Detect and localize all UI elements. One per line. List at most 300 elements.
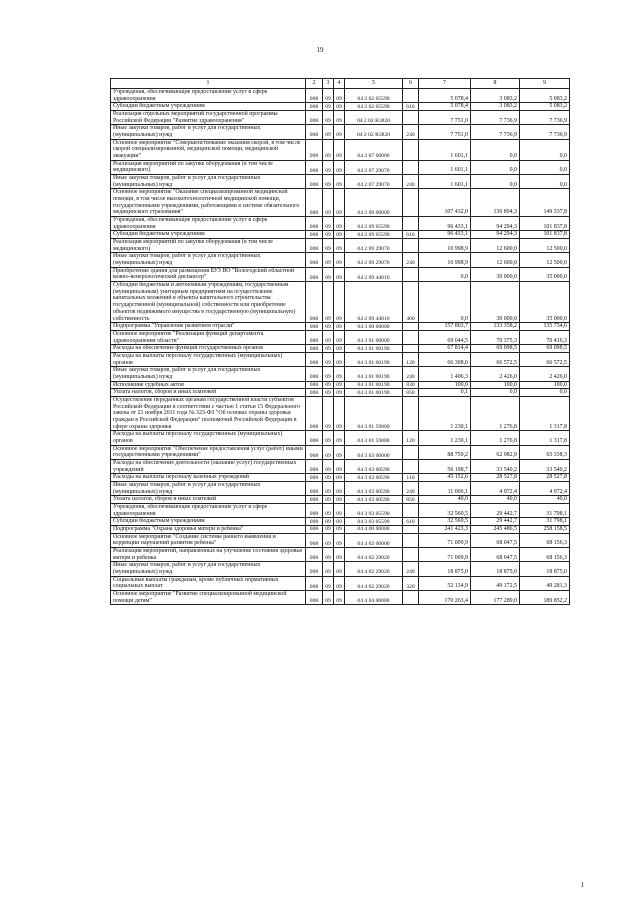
expense-type-code: 240: [403, 367, 419, 381]
section-code: 09: [323, 160, 334, 174]
amount-year-2: 62 982,9: [471, 445, 520, 459]
section-code: 09: [323, 548, 334, 562]
amount-year-3: 66 572,5: [520, 352, 570, 366]
amount-year-1: 5 078,4: [419, 103, 471, 111]
amount-year-3: 5 083,2: [520, 103, 570, 111]
column-header-8: 8: [471, 79, 520, 89]
table-row: [111, 345, 570, 353]
ministry-code: 008: [306, 175, 323, 189]
amount-year-3: 101 837,8: [520, 231, 570, 239]
ministry-code: 008: [306, 139, 323, 160]
section-code: 09: [323, 103, 334, 111]
section-code: 09: [323, 562, 334, 576]
ministry-code: 008: [306, 111, 323, 125]
amount-year-2: 18 875,0: [471, 562, 520, 576]
target-article-code: 04 3 03 00590: [345, 481, 403, 495]
row-name: Реализация мероприятий по закупке оборудования (в том числе медицинского): [111, 239, 306, 253]
column-header-1: 1: [111, 79, 306, 89]
amount-year-1: 71 009,9: [419, 533, 471, 547]
expense-type-code: 240: [403, 481, 419, 495]
section-code: 09: [323, 496, 334, 504]
subsection-code: 09: [334, 330, 345, 344]
section-code: 09: [323, 459, 334, 473]
subsection-code: 09: [334, 139, 345, 160]
amount-year-3: 0,0: [520, 139, 570, 160]
section-code: 09: [323, 474, 334, 482]
amount-year-3: 7 736,9: [520, 125, 570, 139]
ministry-code: 008: [306, 282, 323, 323]
ministry-code: 008: [306, 381, 323, 389]
target-article-code: 04 2 09 44010: [345, 282, 403, 323]
amount-year-1: 11 006,1: [419, 481, 471, 495]
amount-year-2: 68 047,5: [471, 533, 520, 547]
amount-year-2: 30 000,0: [471, 267, 520, 281]
amount-year-2: 12 600,0: [471, 239, 520, 253]
subsection-code: 09: [334, 239, 345, 253]
section-code: 09: [323, 125, 334, 139]
ministry-code: 008: [306, 89, 323, 103]
row-name: Основное мероприятие "Развитие специализированной медицинской помощи детям": [111, 591, 306, 605]
expense-type-code: 110: [403, 474, 419, 482]
ministry-code: 008: [306, 562, 323, 576]
subsection-code: 09: [334, 367, 345, 381]
amount-year-3: 68 156,3: [520, 548, 570, 562]
amount-year-1: 71 009,9: [419, 548, 471, 562]
row-name: Расходы на выплаты персоналу государственных (муниципальных) органов: [111, 352, 306, 366]
ministry-code: 008: [306, 330, 323, 344]
table-row: [111, 139, 570, 160]
amount-year-1: 32 560,5: [419, 518, 471, 526]
ministry-code: 008: [306, 548, 323, 562]
subsection-code: 09: [334, 175, 345, 189]
ministry-code: 008: [306, 239, 323, 253]
amount-year-3: 69 098,5: [520, 345, 570, 353]
target-article-code: 04 3 03 00000: [345, 445, 403, 459]
amount-year-2: 0,0: [471, 175, 520, 189]
expense-type-code: [403, 323, 419, 331]
ministry-code: 008: [306, 533, 323, 547]
row-name: Учреждения, обеспечивающие предоставление услуг в сфере здравоохранения: [111, 503, 306, 517]
subsection-code: 09: [334, 89, 345, 103]
row-name: Иные закупки товаров, работ и услуг для государственных (муниципальных) нужд: [111, 367, 306, 381]
target-article-code: 04 2 02 R3820: [345, 125, 403, 139]
amount-year-1: 67 814,4: [419, 345, 471, 353]
amount-year-2: 94 294,3: [471, 231, 520, 239]
subsection-code: 09: [334, 431, 345, 445]
amount-year-2: 3 083,2: [471, 89, 520, 103]
amount-year-1: 88 759,2: [419, 445, 471, 459]
target-article-code: 04 3 03 05590: [345, 518, 403, 526]
row-name: Иные закупки товаров, работ и услуг для государственных (муниципальных) нужд: [111, 562, 306, 576]
section-code: 09: [323, 481, 334, 495]
subsection-code: 09: [334, 525, 345, 533]
subsection-code: 09: [334, 459, 345, 473]
row-name: Иные закупки товаров, работ и услуг для государственных (муниципальных) нужд: [111, 175, 306, 189]
amount-year-1: 18 875,0: [419, 562, 471, 576]
amount-year-1: 1 230,1: [419, 396, 471, 430]
ministry-code: 008: [306, 389, 323, 397]
target-article-code: 04 3 03 00590: [345, 474, 403, 482]
subsection-code: 09: [334, 267, 345, 281]
amount-year-2: 28 527,8: [471, 474, 520, 482]
amount-year-2: 3 083,2: [471, 103, 520, 111]
row-name: Уплата налогов, сборов и иных платежей: [111, 389, 306, 397]
amount-year-2: 94 294,3: [471, 217, 520, 231]
ministry-code: 008: [306, 231, 323, 239]
amount-year-3: 5 083,2: [520, 89, 570, 103]
section-code: 09: [323, 352, 334, 366]
column-header-6: 6: [403, 79, 419, 89]
table-row: [111, 282, 570, 323]
amount-year-1: 1 230,1: [419, 431, 471, 445]
amount-year-2: 69 098,5: [471, 345, 520, 353]
target-article-code: 04 3 01 00190: [345, 389, 403, 397]
expense-type-code: [403, 217, 419, 231]
column-header-2: 2: [306, 79, 323, 89]
amount-year-3: 101 837,8: [520, 217, 570, 231]
section-code: 09: [323, 381, 334, 389]
table-row: [111, 525, 570, 533]
amount-year-3: 65 338,3: [520, 445, 570, 459]
expense-type-code: [403, 239, 419, 253]
ministry-code: 008: [306, 576, 323, 590]
amount-year-2: 66 572,5: [471, 352, 520, 366]
amount-year-1: 1 406,3: [419, 367, 471, 381]
table-row: [111, 381, 570, 389]
ministry-code: 008: [306, 518, 323, 526]
row-name: Социальные выплаты гражданам, кроме публичных нормативных социальных выплат: [111, 576, 306, 590]
section-code: 09: [323, 396, 334, 430]
row-name: Приобретение здания для размещения БУЗ ВО "Вологодский областной кожно-венерологический диспансер": [111, 267, 306, 281]
expense-type-code: [403, 459, 419, 473]
target-article-code: 04 3 01 00190: [345, 367, 403, 381]
amount-year-3: 31 798,1: [520, 518, 570, 526]
section-code: 09: [323, 111, 334, 125]
section-code: 09: [323, 533, 334, 547]
table-row: [111, 323, 570, 331]
amount-year-3: 1 317,8: [520, 396, 570, 430]
expense-type-code: 830: [403, 381, 419, 389]
amount-year-2: 0,0: [471, 389, 520, 397]
ministry-code: 008: [306, 396, 323, 430]
subsection-code: 09: [334, 518, 345, 526]
amount-year-1: 56 198,7: [419, 459, 471, 473]
amount-year-3: 35 000,0: [520, 282, 570, 323]
amount-year-2: 7 736,9: [471, 111, 520, 125]
column-header-3: 3: [323, 79, 334, 89]
target-article-code: 04 3 01 59800: [345, 431, 403, 445]
target-article-code: 04 2 09 44010: [345, 267, 403, 281]
amount-year-2: 68 047,5: [471, 548, 520, 562]
table-row: [111, 367, 570, 381]
table-row: [111, 459, 570, 473]
row-name: Основное мероприятие "Обеспечение предоставления услуг (работ) иными государственными учреждениями": [111, 445, 306, 459]
row-name: Основное мероприятие "Реализация функций департамента здравоохранения области": [111, 330, 306, 344]
amount-year-1: 157 803,7: [419, 323, 471, 331]
amount-year-2: 0,0: [471, 160, 520, 174]
table-row: [111, 239, 570, 253]
amount-year-2: 4 972,4: [471, 481, 520, 495]
subsection-code: 09: [334, 481, 345, 495]
section-code: 09: [323, 518, 334, 526]
section-code: 09: [323, 345, 334, 353]
ministry-code: 008: [306, 125, 323, 139]
section-code: 09: [323, 330, 334, 344]
table-row: [111, 518, 570, 526]
subsection-code: 09: [334, 576, 345, 590]
table-row: [111, 231, 570, 239]
row-name: Уплата налогов, сборов и иных платежей: [111, 496, 306, 504]
amount-year-3: 4 972,4: [520, 481, 570, 495]
section-code: 09: [323, 267, 334, 281]
ministry-code: 008: [306, 445, 323, 459]
row-name: Субсидии бюджетным учреждениям: [111, 518, 306, 526]
expense-type-code: 120: [403, 352, 419, 366]
expense-type-code: [403, 445, 419, 459]
corner-mark: 1: [580, 881, 584, 889]
amount-year-1: 241 423,3: [419, 525, 471, 533]
amount-year-2: 7 736,9: [471, 125, 520, 139]
row-name: Иные закупки товаров, работ и услуг для государственных (муниципальных) нужд: [111, 481, 306, 495]
expense-type-code: 240: [403, 253, 419, 267]
ministry-code: 008: [306, 431, 323, 445]
expense-type-code: [403, 160, 419, 174]
target-article-code: 04 4 00 00000: [345, 525, 403, 533]
subsection-code: 09: [334, 381, 345, 389]
subsection-code: 09: [334, 323, 345, 331]
target-article-code: 04 3 00 00000: [345, 323, 403, 331]
amount-year-3: 12 500,0: [520, 239, 570, 253]
amount-year-1: 40,0: [419, 496, 471, 504]
amount-year-1: 52 134,9: [419, 576, 471, 590]
expense-type-code: [403, 591, 419, 605]
table-row: [111, 89, 570, 103]
subsection-code: 09: [334, 474, 345, 482]
amount-year-2: 133 358,2: [471, 323, 520, 331]
subsection-code: 09: [334, 231, 345, 239]
table-row: [111, 389, 570, 397]
table-row: [111, 548, 570, 562]
row-name: Субсидии бюджетным учреждениям: [111, 103, 306, 111]
expense-type-code: [403, 396, 419, 430]
section-code: 09: [323, 89, 334, 103]
ministry-code: 008: [306, 481, 323, 495]
table-row: [111, 503, 570, 517]
amount-year-3: 135 754,6: [520, 323, 570, 331]
column-header-9: 9: [520, 79, 570, 89]
amount-year-1: 10 998,9: [419, 253, 471, 267]
amount-year-1: 10 998,9: [419, 239, 471, 253]
ministry-code: 008: [306, 189, 323, 217]
amount-year-2: 33 540,2: [471, 459, 520, 473]
amount-year-3: 33 540,2: [520, 459, 570, 473]
row-name: Учреждения, обеспечивающие предоставление услуг в сфере здравоохранения: [111, 217, 306, 231]
row-name: Подпрограмма "Охрана здоровья матери и ребенка": [111, 525, 306, 533]
ministry-code: 008: [306, 323, 323, 331]
amount-year-3: 12 500,0: [520, 253, 570, 267]
amount-year-3: 68 156,3: [520, 533, 570, 547]
column-header-4: 4: [334, 79, 345, 89]
expense-type-code: [403, 189, 419, 217]
table-row: [111, 481, 570, 495]
table-row: [111, 591, 570, 605]
table-row: [111, 431, 570, 445]
expense-type-code: [403, 139, 419, 160]
target-article-code: 04 2 09 05590: [345, 231, 403, 239]
section-code: 09: [323, 175, 334, 189]
amount-year-1: 96 433,1: [419, 217, 471, 231]
section-code: 09: [323, 503, 334, 517]
ministry-code: 008: [306, 352, 323, 366]
row-name: Расходы на обеспечение деятельности (оказание услуг) государственных учреждений: [111, 459, 306, 473]
expense-type-code: [403, 89, 419, 103]
table-body: [111, 89, 570, 605]
subsection-code: 09: [334, 548, 345, 562]
ministry-code: 008: [306, 217, 323, 231]
row-name: Иные закупки товаров, работ и услуг для государственных (муниципальных) нужд: [111, 253, 306, 267]
table-row: [111, 125, 570, 139]
target-article-code: 04 2 07 29070: [345, 175, 403, 189]
ministry-code: 008: [306, 591, 323, 605]
subsection-code: 09: [334, 396, 345, 430]
target-article-code: 04 3 01 00190: [345, 345, 403, 353]
amount-year-2: 30 000,0: [471, 282, 520, 323]
section-code: 09: [323, 431, 334, 445]
amount-year-3: 18 875,0: [520, 562, 570, 576]
amount-year-2: 2 426,0: [471, 367, 520, 381]
target-article-code: 04 3 01 00190: [345, 381, 403, 389]
target-article-code: 04 3 01 59800: [345, 396, 403, 430]
expense-type-code: [403, 330, 419, 344]
subsection-code: 09: [334, 533, 345, 547]
expense-type-code: [403, 111, 419, 125]
amount-year-1: 96 433,1: [419, 231, 471, 239]
row-name: Осуществление переданных органам государственной власти субъектов Российской Федерации в соответствии с частью 1 статьи 15 Федерального закона от 21 ноября 2011 года № 323-ФЗ "Об основах охраны здоровья граждан в Российской Федерации" полномочий Российской Федерации в сфере охраны здоровья: [111, 396, 306, 430]
section-code: 09: [323, 525, 334, 533]
subsection-code: 09: [334, 562, 345, 576]
amount-year-1: 5 078,4: [419, 89, 471, 103]
amount-year-3: 100,0: [520, 381, 570, 389]
amount-year-1: 45 152,6: [419, 474, 471, 482]
amount-year-2: 136 894,3: [471, 189, 520, 217]
target-article-code: 04 2 02 R3820: [345, 111, 403, 125]
amount-year-3: 258 158,5: [520, 525, 570, 533]
amount-year-2: 100,0: [471, 381, 520, 389]
target-article-code: 04 2 09 00000: [345, 189, 403, 217]
section-code: 09: [323, 591, 334, 605]
target-article-code: 04 2 09 29070: [345, 239, 403, 253]
ministry-code: 008: [306, 474, 323, 482]
amount-year-3: 70 416,3: [520, 330, 570, 344]
expense-type-code: [403, 345, 419, 353]
ministry-code: 008: [306, 525, 323, 533]
table-row: [111, 111, 570, 125]
expense-type-code: 610: [403, 103, 419, 111]
row-name: Субсидии бюджетным учреждениям: [111, 231, 306, 239]
amount-year-1: 107 432,0: [419, 189, 471, 217]
section-code: 09: [323, 282, 334, 323]
row-name: Учреждения, обеспечивающие предоставление услуг в сфере здравоохранения: [111, 89, 306, 103]
amount-year-1: 69 044,5: [419, 330, 471, 344]
section-code: 09: [323, 239, 334, 253]
expense-type-code: 240: [403, 125, 419, 139]
amount-year-2: 29 442,7: [471, 518, 520, 526]
amount-year-2: 29 442,7: [471, 503, 520, 517]
table-row: [111, 396, 570, 430]
ministry-code: 008: [306, 503, 323, 517]
row-name: Основное мероприятие "Оказание специализированной медицинской помощи, в том числе высокотехнологичной медицинской помощи, государственными учреждениями, работающими в системе обязательного медицинского страхования": [111, 189, 306, 217]
amount-year-1: 66 308,0: [419, 352, 471, 366]
budget-table: [110, 78, 570, 605]
expense-type-code: 850: [403, 496, 419, 504]
amount-year-1: 7 751,0: [419, 125, 471, 139]
amount-year-1: 170 263,4: [419, 591, 471, 605]
section-code: 09: [323, 231, 334, 239]
amount-year-3: 49 281,3: [520, 576, 570, 590]
expense-type-code: 610: [403, 518, 419, 526]
amount-year-3: 31 798,1: [520, 503, 570, 517]
row-name: Расходы на обеспечение функций государственных органов: [111, 345, 306, 353]
ministry-code: 008: [306, 496, 323, 504]
expense-type-code: 240: [403, 175, 419, 189]
target-article-code: 04 2 07 00000: [345, 139, 403, 160]
table-row: [111, 103, 570, 111]
target-article-code: 04 3 03 00590: [345, 459, 403, 473]
expense-type-code: 320: [403, 576, 419, 590]
target-article-code: 04 2 07 29070: [345, 160, 403, 174]
amount-year-1: 1 601,1: [419, 175, 471, 189]
amount-year-1: 100,0: [419, 381, 471, 389]
ministry-code: 008: [306, 103, 323, 111]
subsection-code: 09: [334, 352, 345, 366]
expense-type-code: [403, 503, 419, 517]
subsection-code: 09: [334, 389, 345, 397]
target-article-code: 04 4 02 29020: [345, 576, 403, 590]
table-row: [111, 562, 570, 576]
table-row: [111, 445, 570, 459]
row-name: Основное мероприятие "Совершенствование оказания скорой, в том числе скорой специализированной, медицинской помощи, медицинской эвакуации": [111, 139, 306, 160]
amount-year-3: 0,0: [520, 389, 570, 397]
table-row: [111, 474, 570, 482]
amount-year-2: 49 172,5: [471, 576, 520, 590]
amount-year-1: 0,1: [419, 389, 471, 397]
table-row: [111, 576, 570, 590]
amount-year-1: 32 560,5: [419, 503, 471, 517]
expense-type-code: 850: [403, 389, 419, 397]
column-header-5: 5: [345, 79, 403, 89]
target-article-code: 04 4 02 29020: [345, 562, 403, 576]
expense-type-code: [403, 525, 419, 533]
row-name: Иные закупки товаров, работ и услуг для государственных (муниципальных) нужд: [111, 125, 306, 139]
subsection-code: 09: [334, 503, 345, 517]
subsection-code: 09: [334, 125, 345, 139]
amount-year-3: 0,0: [520, 175, 570, 189]
table-row: [111, 175, 570, 189]
expense-type-code: [403, 548, 419, 562]
row-name: Расходы на выплаты персоналу казенных учреждений: [111, 474, 306, 482]
row-name: Реализация отдельных мероприятий государственной программы Российской Федерации "Развитие здравоохранения": [111, 111, 306, 125]
amount-year-1: 1 601,1: [419, 139, 471, 160]
table-row: [111, 352, 570, 366]
expense-type-code: 240: [403, 562, 419, 576]
ministry-code: 008: [306, 160, 323, 174]
section-code: 09: [323, 189, 334, 217]
ministry-code: 008: [306, 459, 323, 473]
expense-type-code: 460: [403, 282, 419, 323]
table-header-row: [111, 79, 570, 89]
amount-year-1: 0,0: [419, 282, 471, 323]
subsection-code: 09: [334, 345, 345, 353]
